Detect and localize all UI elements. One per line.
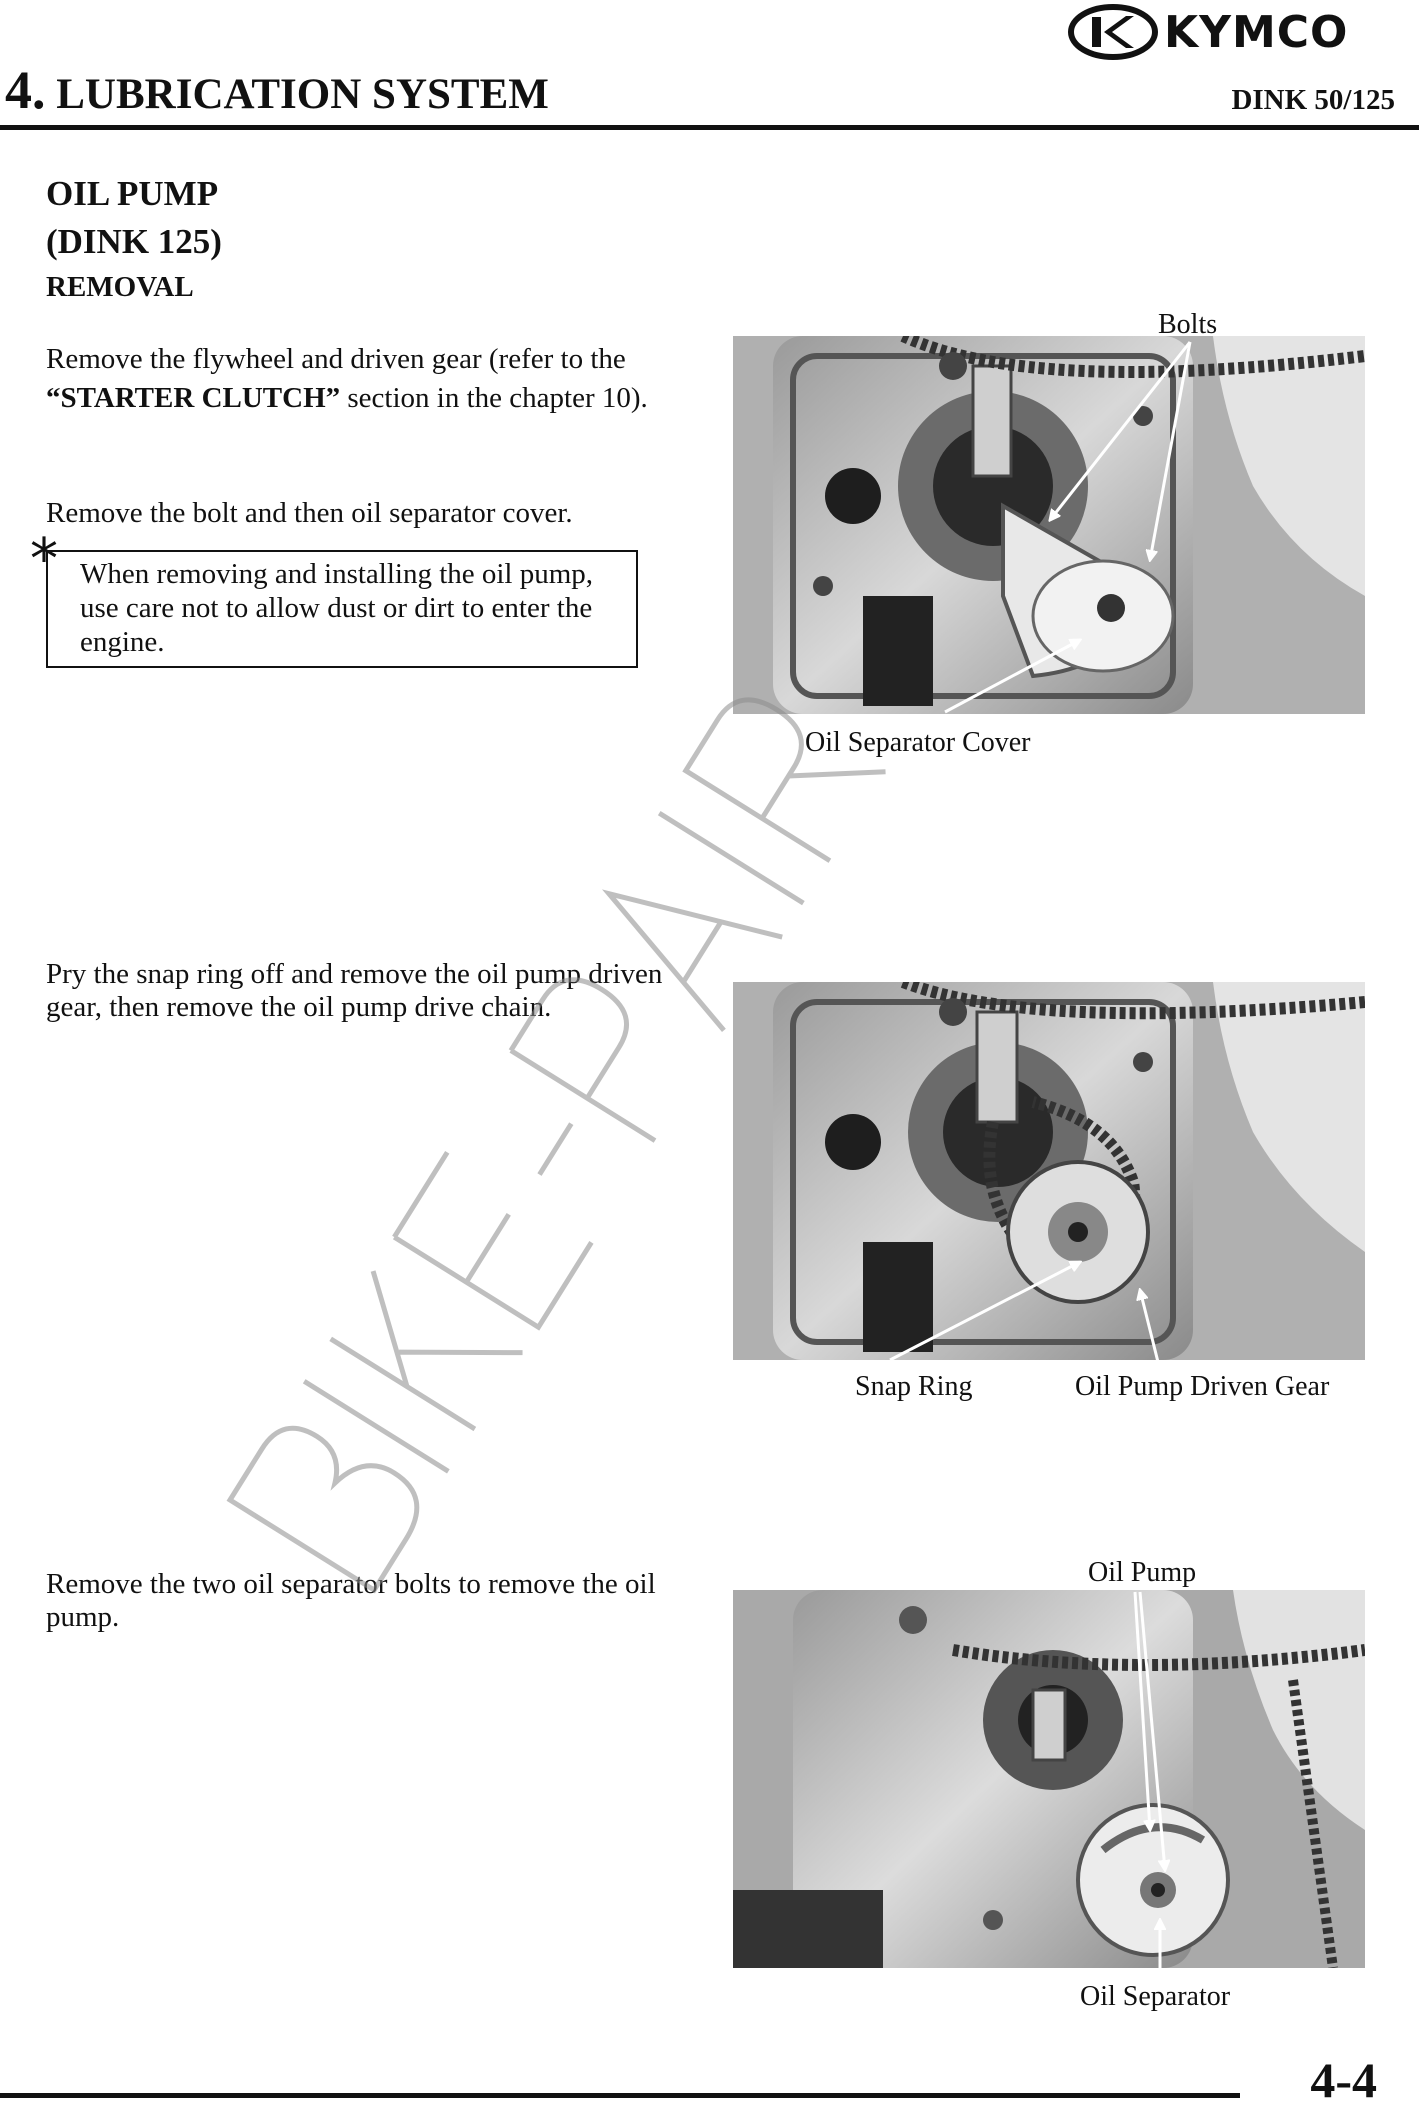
- chapter-number: 4.: [5, 60, 46, 120]
- step-1-reference: “STARTER CLUTCH”: [46, 382, 341, 414]
- caption-bolts: Bolts: [1158, 309, 1218, 340]
- step-1-text-b: section in the chapter 10).: [340, 382, 648, 414]
- section-title: OIL PUMP: [46, 174, 219, 213]
- note-asterisk-icon: *: [30, 527, 58, 592]
- photo-oil-pump-separator: [733, 1590, 1365, 1968]
- step-2-text: Remove the bolt and then oil separator cover.: [46, 497, 573, 529]
- photo-oil-separator-cover: [733, 336, 1365, 714]
- chapter-title: [5, 60, 549, 125]
- caution-note: When removing and installing the oil pump, use care not to allow dust or dirt to enter the engine.: [46, 550, 638, 668]
- header-rule: [0, 125, 1419, 130]
- caption-oil-separator-cover: Oil Separator Cover: [805, 727, 1031, 758]
- caption-oil-separator: Oil Separator: [1080, 1981, 1231, 2012]
- kymco-emblem-icon: [1068, 4, 1158, 60]
- step-1-text-a: Remove the flywheel and driven gear (refer to the: [46, 343, 626, 375]
- section-title-model: (DINK 125): [46, 222, 222, 261]
- step-4-text: Remove the two oil separator bolts to remove the oil pump.: [46, 1568, 656, 1633]
- brand-name: KYMCO: [1164, 7, 1349, 58]
- footer-rule: [0, 2093, 1240, 2098]
- caption-oil-pump-driven-gear: Oil Pump Driven Gear: [1075, 1371, 1330, 1402]
- photo-oil-pump-driven-gear: [733, 982, 1365, 1360]
- caption-snap-ring: Snap Ring: [855, 1371, 973, 1402]
- chapter-title-text: LUBRICATION SYSTEM: [56, 71, 549, 118]
- model-label: DINK 50/125: [1231, 84, 1395, 116]
- page-number: 4-4: [1310, 2052, 1377, 2108]
- kymco-logo: [1068, 4, 1413, 60]
- section-subtitle: REMOVAL: [46, 271, 194, 303]
- step-3-text: Pry the snap ring off and remove the oil pump driven gear, then remove the oil pump drive chain.: [46, 958, 663, 1023]
- step-1-text: [46, 340, 676, 418]
- caption-oil-pump: Oil Pump: [1088, 1557, 1197, 1588]
